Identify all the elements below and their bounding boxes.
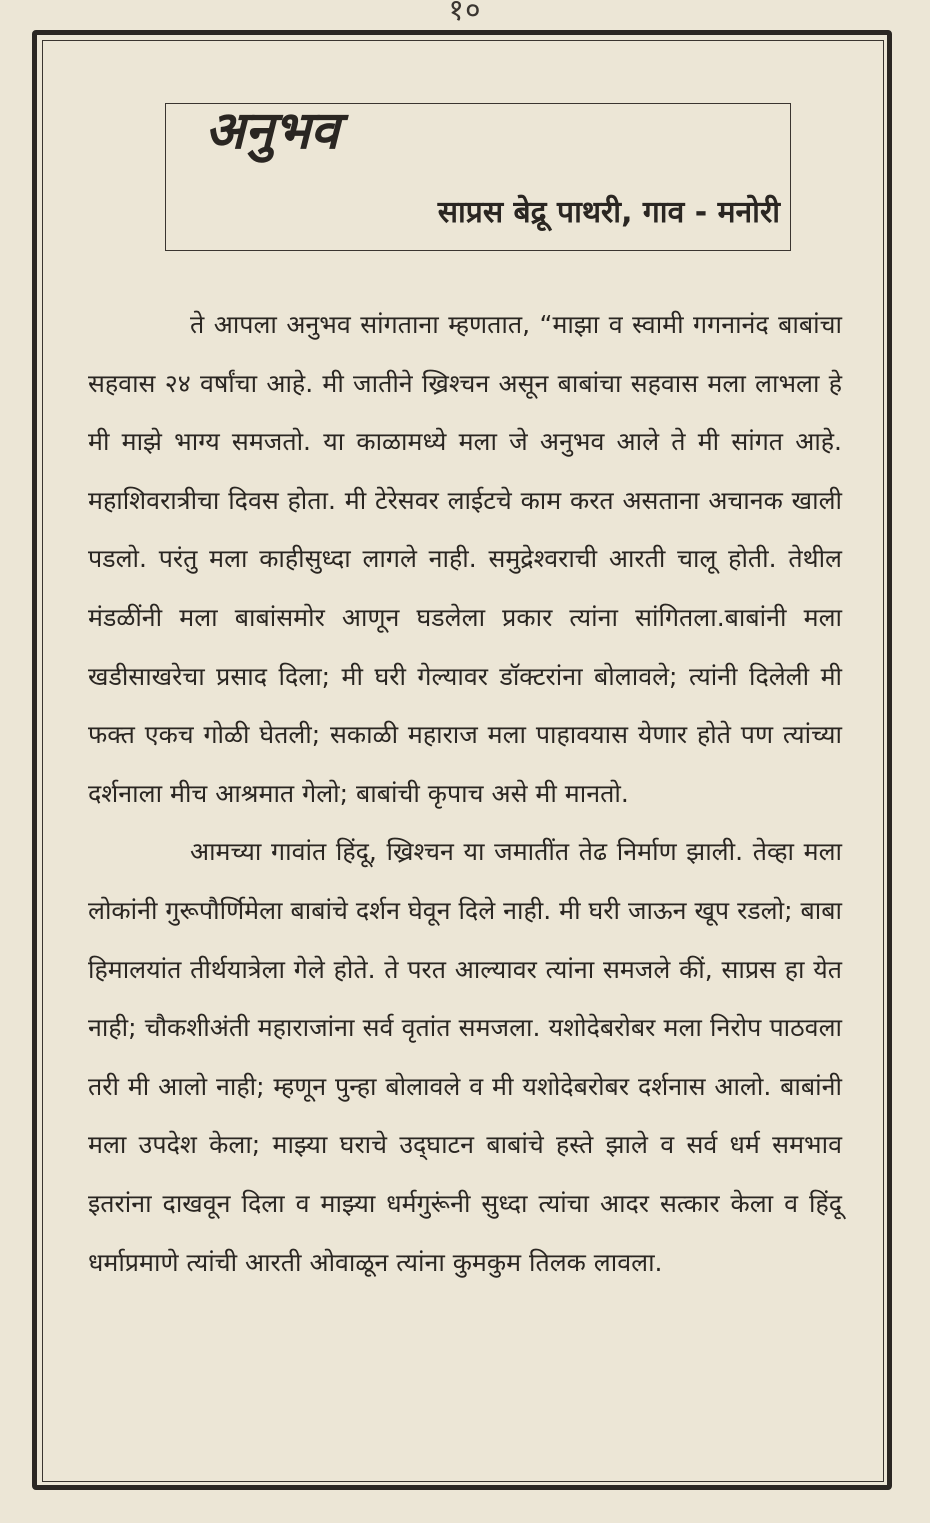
article-byline: साप्रस बेद्रू पाथरी, गाव - मनोरी: [437, 195, 780, 230]
page-number: १०: [448, 0, 482, 28]
article-title: अनुभव: [205, 100, 340, 161]
paragraph: ते आपला अनुभव सांगताना म्हणतात, “माझा व स्वामी गगनानंद बाबांचा सहवास २४ वर्षांचा आहे. मी जातीने ख्रिश्चन असून बाबांचा सहवास मला लाभला हे मी माझे भाग्य समजतो. या काळामध्ये मला जे अनुभव आले ते मी सांगत आहे. महाशिवरात्रीचा दिवस होता. मी टेरेसवर लाईटचे काम करत असताना अचानक खाली पडलो. परंतु मला काहीसुध्दा लागले नाही. समुद्रेश्वराची आरती चालू होती. तेथील मंडळींनी मला बाबांसमोर आणून घडलेला प्रकार त्यांना सांगितला.बाबांनी मला खडीसाखरेचा प्रसाद दिला; मी घरी गेल्यावर डॉक्टरांना बोलावले; त्यांनी दिलेली मी फक्त एकच गोळी घेतली; सकाळी महाराज मला पाहावयास येणार होते पण त्यांच्या दर्शनाला मीच आश्रमात गेलो; बाबांची कृपाच असे मी मानतो.: [88, 310, 842, 808]
article-body: [88, 296, 842, 1292]
paragraph: आमच्या गावांत हिंदू, ख्रिश्चन या जमातींत तेढ निर्माण झाली. तेव्हा मला लोकांनी गुरूपौर्णिमेला बाबांचे दर्शन घेवून दिले नाही. मी घरी जाऊन खूप रडलो; बाबा हिमालयांत तीर्थयात्रेला गेले होते. ते परत आल्यावर त्यांना समजले कीं, साप्रस हा येत नाही; चौकशीअंती महाराजांना सर्व वृतांत समजला. यशोदेबरोबर मला निरोप पाठवला तरी मी आलो नाही; म्हणून पुन्हा बोलावले व मी यशोदेबरोबर दर्शनास आलो. बाबांनी मला उपदेश केला; माझ्या घराचे उद्‌घाटन बाबांचे हस्ते झाले व सर्व धर्म समभाव इतरांना दाखवून दिला व माझ्या धर्मगुरूंनी सुध्दा त्यांचा आदर सत्कार केला व हिंदू धर्माप्रमाणे त्यांची आरती ओवाळून त्यांना कुमकुम तिलक लावला.: [88, 837, 842, 1277]
